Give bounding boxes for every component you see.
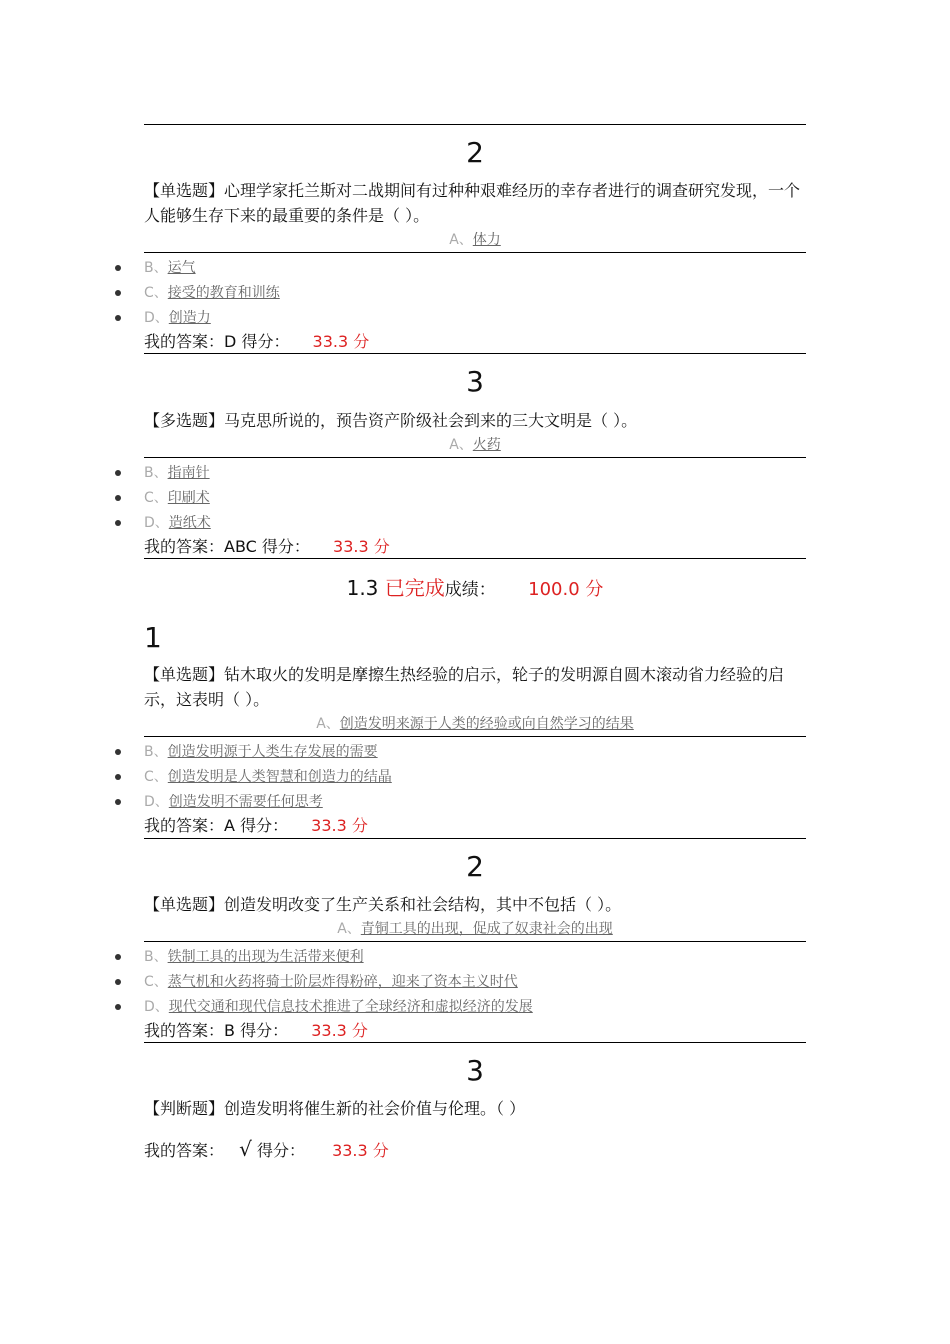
question-number: 2 — [466, 850, 484, 883]
section-header — [144, 574, 806, 604]
option-b[interactable]: B、铁制工具的出现为生活带来便利 — [144, 949, 364, 965]
divider — [144, 1042, 806, 1043]
bullet — [115, 520, 121, 526]
bullet — [115, 774, 121, 780]
question-number: 3 — [466, 1054, 484, 1087]
question-number: 1 — [144, 621, 162, 654]
option-c[interactable]: C、蒸气机和火药将骑士阶层炸得粉碎，迎来了资本主义时代 — [144, 974, 518, 990]
question-stem: 【单选题】心理学家托兰斯对二战期间有过种种艰难经历的幸存者进行的调查研究发现，一个人能够生存下来的最重要的条件是（ ）。 — [144, 181, 801, 225]
question-number: 3 — [466, 365, 484, 398]
divider — [144, 124, 806, 125]
divider — [144, 736, 806, 737]
option-c[interactable]: C、创造发明是人类智慧和创造力的结晶 — [144, 769, 392, 785]
option-b[interactable]: B、创造发明源于人类生存发展的需要 — [144, 744, 378, 760]
option-a[interactable]: A、青铜工具的出现，促成了奴隶社会的出现 — [337, 921, 613, 937]
my-answer: 我的答案：A 得分： 33.3 分 — [144, 816, 368, 835]
bullet — [115, 495, 121, 501]
option-a[interactable]: A、体力 — [449, 232, 501, 248]
my-answer: 我的答案：B 得分： 33.3 分 — [144, 1021, 368, 1040]
my-answer: 我的答案：ABC 得分： 33.3 分 — [144, 537, 390, 556]
bullet — [115, 1004, 121, 1010]
option-d[interactable]: D、造纸术 — [144, 515, 211, 531]
option-c[interactable]: C、接受的教育和训练 — [144, 285, 280, 301]
bullet — [115, 954, 121, 960]
divider — [144, 353, 806, 354]
section-number: 1.3 — [346, 576, 379, 600]
option-d[interactable]: D、创造力 — [144, 310, 211, 326]
check-mark: √ — [239, 1137, 252, 1161]
question-number: 2 — [466, 136, 484, 169]
bullet — [115, 315, 121, 321]
my-answer: 我的答案： √ 得分： 33.3 分 — [144, 1137, 389, 1161]
option-c[interactable]: C、印刷术 — [144, 490, 210, 506]
bullet — [115, 749, 121, 755]
divider — [144, 457, 806, 458]
question-stem: 【单选题】创造发明改变了生产关系和社会结构，其中不包括（ ）。 — [144, 895, 622, 914]
divider — [144, 558, 806, 559]
option-a[interactable]: A、创造发明来源于人类的经验或向自然学习的结果 — [316, 716, 634, 732]
divider — [144, 838, 806, 839]
question-stem: 【单选题】钻木取火的发明是摩擦生热经验的启示，轮子的发明源自圆木滚动省力经验的启示，这表明（ ）。 — [144, 665, 785, 709]
option-b[interactable]: B、运气 — [144, 260, 196, 276]
grade-label: 成绩： — [444, 580, 496, 600]
bullet — [115, 265, 121, 271]
bullet — [115, 979, 121, 985]
divider — [144, 941, 806, 942]
option-b[interactable]: B、指南针 — [144, 465, 210, 481]
section-grade: 100.0 分 — [528, 579, 604, 600]
section-status: 已完成 — [384, 576, 445, 600]
divider — [144, 252, 806, 253]
bullet — [115, 799, 121, 805]
option-a[interactable]: A、火药 — [449, 437, 501, 453]
question-stem: 【多选题】马克思所说的，预告资产阶级社会到来的三大文明是（ ）。 — [144, 411, 638, 430]
bullet — [115, 290, 121, 296]
option-d[interactable]: D、现代交通和现代信息技术推进了全球经济和虚拟经济的发展 — [144, 999, 533, 1015]
option-d[interactable]: D、创造发明不需要任何思考 — [144, 794, 323, 810]
bullet — [115, 470, 121, 476]
question-stem: 【判断题】创造发明将催生新的社会价值与伦理。（ ） — [144, 1099, 526, 1118]
my-answer: 我的答案：D 得分： 33.3 分 — [144, 332, 370, 351]
